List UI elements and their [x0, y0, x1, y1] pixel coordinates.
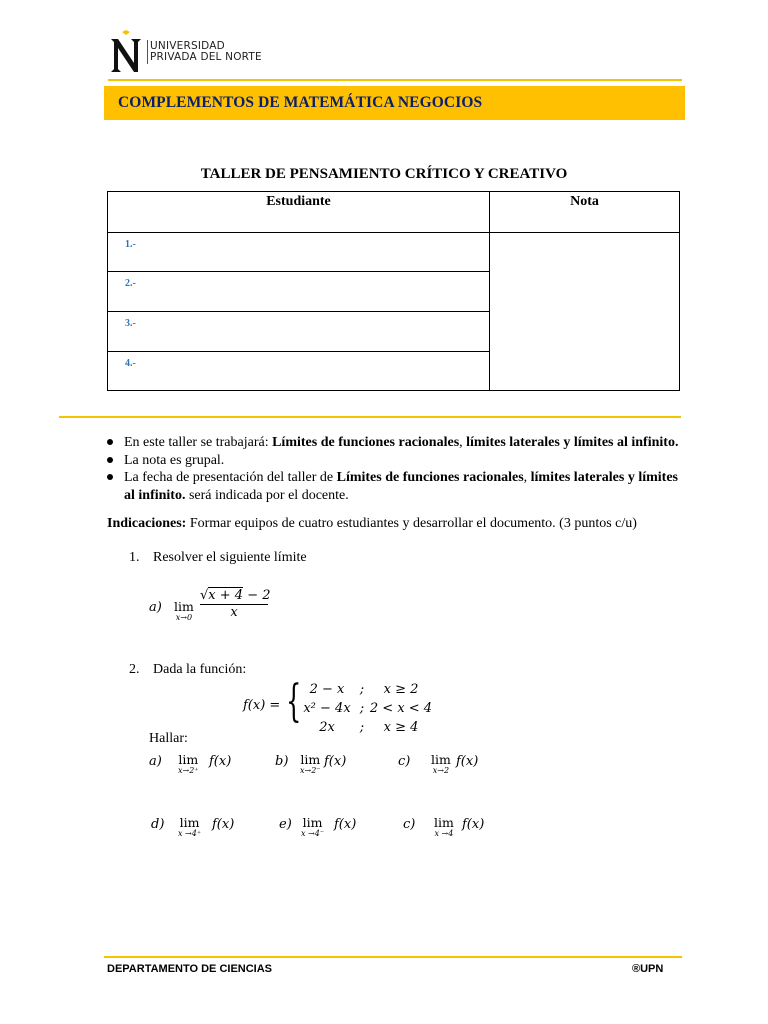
lim-word: lim — [434, 815, 454, 830]
header-rule — [108, 79, 682, 81]
list-item — [107, 434, 682, 452]
university-name-line2: PRIVADA DEL NORTE — [150, 51, 262, 63]
piecewise-case — [298, 699, 434, 718]
case-sep: ; — [359, 701, 365, 716]
lim-sub: x→2⁺ — [178, 766, 199, 775]
item-d-limit — [178, 816, 201, 838]
q1-numerator: √x + 4 − 2 — [200, 588, 271, 603]
q1-limit — [174, 600, 194, 622]
bullet-3-post: será indicada por el docente. — [185, 487, 349, 503]
student-row-2[interactable]: 2.- — [108, 272, 490, 312]
item-a-label: a) — [149, 754, 162, 769]
university-name-line1: UNIVERSIDAD — [150, 40, 225, 52]
course-title: COMPLEMENTOS DE MATEMÁTICA NEGOCIOS — [118, 94, 483, 111]
footer-rule — [104, 956, 682, 958]
q1-numerator-rest: − 2 — [243, 588, 271, 603]
question-1-number: 1. — [129, 550, 140, 565]
hallar-label: Hallar: — [149, 731, 188, 746]
piecewise-case — [298, 718, 434, 737]
case-expr: 2 − x — [309, 682, 345, 697]
worksheet-title: TALLER DE PENSAMIENTO CRÍTICO Y CREATIVO — [200, 166, 568, 182]
item-a-limit — [178, 753, 199, 775]
bullet-1-topic-2: límites laterales y límites al infinito. — [466, 435, 679, 450]
item-e-limit — [301, 816, 324, 838]
bullet-3-sep: , — [523, 470, 531, 485]
lim-sub: x→2 — [432, 766, 450, 775]
bullet-2-text: La nota es grupal. — [124, 452, 225, 468]
section-rule — [59, 416, 681, 418]
question-1-text: Resolver el siguiente límite — [153, 550, 307, 565]
student-row-3[interactable]: 3.- — [108, 312, 490, 352]
item-f-fx: f(x) — [462, 817, 485, 832]
case-expr: 2x — [319, 720, 335, 735]
bullet-icon — [107, 457, 113, 463]
piecewise-brace: { — [286, 676, 302, 727]
case-cond: 2 < x < 4 — [369, 701, 433, 716]
student-row-1[interactable]: 1.- — [108, 233, 490, 272]
q1-root-content: x + 4 — [208, 588, 244, 603]
question-2-text: Dada la función: — [153, 662, 247, 677]
item-b-limit — [300, 753, 321, 775]
item-c-limit — [431, 753, 451, 775]
piecewise-lhs: f(x) = — [243, 698, 281, 713]
indicaciones-label: Indicaciones: — [107, 516, 187, 531]
case-expr: x² − 4x — [303, 701, 351, 716]
piecewise-cases — [298, 680, 434, 737]
q1-lim-word: lim — [174, 599, 194, 614]
column-header-grade: Nota — [490, 192, 680, 233]
piecewise-case — [298, 680, 434, 699]
column-header-student: Estudiante — [108, 192, 490, 233]
bullet-3-topic-2: límites laterales y límites al infinito. — [124, 470, 678, 503]
lim-word: lim — [178, 752, 199, 767]
case-cond: x ≥ 2 — [383, 682, 419, 697]
item-f-limit — [434, 816, 454, 838]
instructions-list — [107, 434, 682, 504]
university-logo — [108, 30, 144, 74]
lim-sub: x →4⁺ — [178, 829, 202, 838]
list-item — [107, 452, 682, 470]
q1-part-label: a) — [149, 600, 162, 615]
bullet-3-topic: Límites de funciones racionales — [336, 470, 524, 485]
footer-brand: ®UPN — [632, 963, 664, 975]
table-row — [108, 233, 680, 272]
logo-divider — [147, 40, 148, 64]
case-sep: ; — [359, 682, 365, 697]
student-table-header — [108, 192, 680, 233]
student-table — [107, 191, 680, 391]
bullet-icon — [107, 439, 113, 445]
bullet-1-sep: , — [459, 435, 467, 450]
case-cond: x ≥ 4 — [383, 720, 419, 735]
item-b-label: b) — [275, 754, 289, 769]
item-d-label: d) — [151, 817, 165, 832]
lim-word: lim — [302, 815, 323, 830]
q1-denominator: x — [200, 604, 268, 620]
question-2-number: 2. — [129, 662, 140, 677]
q1-lim-sub: x→0 — [175, 613, 193, 622]
lim-sub: x →4 — [434, 829, 454, 838]
bullet-1-topic: Límites de funciones racionales — [272, 435, 460, 450]
item-e-label: e) — [279, 817, 292, 832]
bullet-icon — [107, 474, 113, 480]
footer-department: DEPARTAMENTO DE CIENCIAS — [107, 963, 273, 975]
item-d-fx: f(x) — [212, 817, 235, 832]
student-row-4[interactable]: 4.- — [108, 352, 490, 391]
item-f-label: c) — [403, 817, 416, 832]
item-b-fx: f(x) — [324, 754, 347, 769]
lim-word: lim — [300, 752, 321, 767]
grade-cell[interactable] — [490, 233, 680, 391]
bullet-1-text: En este taller se trabajará: — [124, 435, 273, 450]
bullet-3-text: La fecha de presentación del taller de — [124, 470, 337, 485]
case-sep: ; — [359, 720, 365, 735]
item-c-label: c) — [398, 754, 411, 769]
q1-fraction — [200, 588, 271, 620]
question-2 — [129, 662, 246, 678]
lim-word: lim — [179, 815, 200, 830]
item-a-fx: f(x) — [209, 754, 232, 769]
item-e-fx: f(x) — [334, 817, 357, 832]
indicaciones — [107, 516, 637, 532]
university-name — [150, 41, 262, 63]
lim-word: lim — [431, 752, 451, 767]
indicaciones-text: Formar equipos de cuatro estudiantes y desarrollar el documento. (3 puntos c/u) — [186, 516, 637, 531]
item-c-fx: f(x) — [456, 754, 479, 769]
lim-sub: x →4⁻ — [301, 829, 325, 838]
list-item — [107, 469, 682, 504]
lim-sub: x→2⁻ — [300, 766, 321, 775]
question-1 — [129, 550, 307, 566]
